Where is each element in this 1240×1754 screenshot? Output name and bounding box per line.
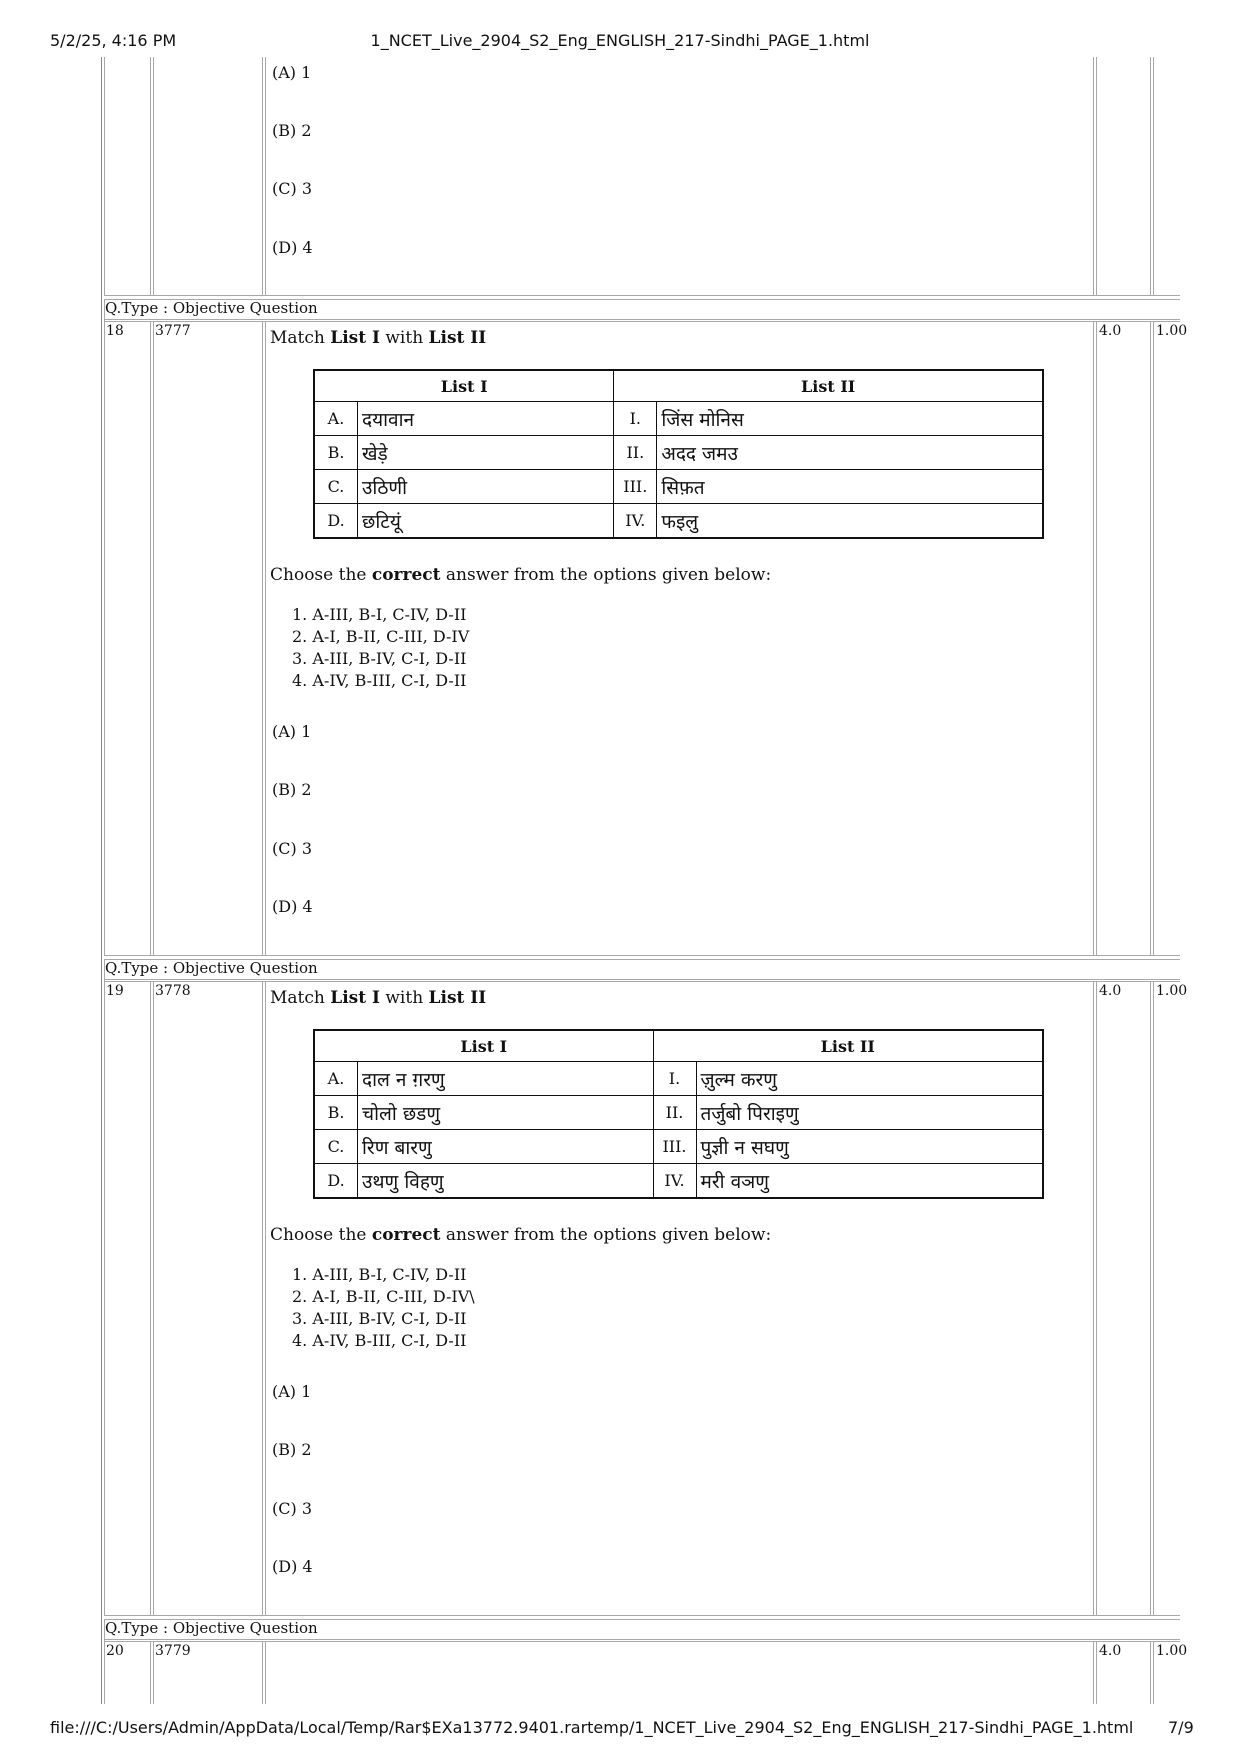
- row-label: D.: [314, 1164, 358, 1199]
- option-d: (D) 4: [272, 238, 313, 257]
- question-marks: 4.0: [1099, 983, 1122, 999]
- option-c: (C) 3: [272, 1499, 312, 1518]
- row-label: I.: [653, 1062, 696, 1096]
- list1-header: List I: [314, 370, 614, 402]
- question-negative-marks: 1.00: [1156, 1643, 1188, 1659]
- question-negative-marks: 1.00: [1156, 983, 1188, 999]
- list2-item: फइलु: [657, 504, 1043, 539]
- question-serial: 19: [106, 983, 124, 999]
- list2-header: List II: [653, 1030, 1043, 1062]
- list1-item: रिण बारणु: [358, 1130, 654, 1164]
- row-label: A.: [314, 402, 358, 436]
- row-label: B.: [314, 436, 358, 470]
- row-label: III.: [653, 1130, 696, 1164]
- table-row: [314, 1096, 1043, 1130]
- choice-item: 3. A-III, B-IV, C-I, D-II: [292, 1309, 467, 1328]
- option-a: (A) 1: [272, 1382, 312, 1401]
- question-id: 3778: [155, 983, 191, 999]
- answer-choices: [292, 1264, 475, 1352]
- list1-item: उथणु विहणु: [358, 1164, 654, 1199]
- choice-item: 1. A-III, B-I, C-IV, D-II: [292, 1265, 467, 1284]
- option-c: (C) 3: [272, 179, 312, 198]
- choice-item: 4. A-IV, B-III, C-I, D-II: [292, 1331, 467, 1350]
- list1-item: छटियूं: [358, 504, 614, 539]
- print-title: 1_NCET_Live_2904_S2_Eng_ENGLISH_217-Sindhi_PAGE_1.html: [370, 31, 870, 50]
- page-number: 7/9: [1168, 1718, 1194, 1737]
- question-negative-marks: 1.00: [1156, 323, 1188, 339]
- list1-item: उठिणी: [358, 470, 614, 504]
- table-row: [314, 470, 1043, 504]
- choice-item: 4. A-IV, B-III, C-I, D-II: [292, 671, 467, 690]
- option-a: (A) 1: [272, 63, 312, 82]
- list2-item: मरी वञणु: [696, 1164, 1043, 1199]
- question-marks: 4.0: [1099, 323, 1122, 339]
- choice-item: 3. A-III, B-IV, C-I, D-II: [292, 649, 467, 668]
- list1-item: खेड़े: [358, 436, 614, 470]
- list2-item: ज़ुल्म करणु: [696, 1062, 1043, 1096]
- row-label: IV.: [614, 504, 657, 539]
- instruction-text: Choose the correct answer from the options given below:: [270, 1225, 772, 1245]
- question-id: 3777: [155, 323, 191, 339]
- question-stem: Match List I with List II: [270, 988, 487, 1008]
- list1-item: दाल न ग़रणु: [358, 1062, 654, 1096]
- row-label: A.: [314, 1062, 358, 1096]
- option-c: (C) 3: [272, 839, 312, 858]
- table-row: [314, 1164, 1043, 1199]
- question-serial: 20: [106, 1643, 124, 1659]
- match-table: [313, 369, 1044, 539]
- list2-item: जिंस मोनिस: [657, 402, 1043, 436]
- row-label: B.: [314, 1096, 358, 1130]
- question-marks: 4.0: [1099, 1643, 1122, 1659]
- option-d: (D) 4: [272, 897, 313, 916]
- print-file-path: file:///C:/Users/Admin/AppData/Local/Temp/Rar$EXa13772.9401.rartemp/1_NCET_Live_2904_S2_Eng_ENGLISH_217-Sindhi_PAGE_1.html: [50, 1718, 1134, 1737]
- choice-item: 2. A-I, B-II, C-III, D-IV\: [292, 1287, 475, 1306]
- question-type-label: Q.Type : Objective Question: [105, 959, 318, 977]
- list1-item: दयावान: [358, 402, 614, 436]
- list2-item: अदद जमउ: [657, 436, 1043, 470]
- option-a: (A) 1: [272, 722, 312, 741]
- row-label: D.: [314, 504, 358, 539]
- table-row: [314, 436, 1043, 470]
- question-stem: Match List I with List II: [270, 328, 487, 348]
- option-b: (B) 2: [272, 1440, 312, 1459]
- print-datetime: 5/2/25, 4:16 PM: [50, 31, 177, 50]
- option-b: (B) 2: [272, 121, 312, 140]
- row-label: II.: [614, 436, 657, 470]
- row-label: III.: [614, 470, 657, 504]
- question-type-label: Q.Type : Objective Question: [105, 299, 318, 317]
- row-label: C.: [314, 470, 358, 504]
- row-label: IV.: [653, 1164, 696, 1199]
- question-type-label: Q.Type : Objective Question: [105, 1619, 318, 1637]
- choice-item: 1. A-III, B-I, C-IV, D-II: [292, 605, 467, 624]
- list1-item: चोलो छडणु: [358, 1096, 654, 1130]
- answer-choices: [292, 604, 469, 692]
- row-label: II.: [653, 1096, 696, 1130]
- option-b: (B) 2: [272, 780, 312, 799]
- table-row: [314, 1062, 1043, 1096]
- table-row: [314, 402, 1043, 436]
- table-row: [314, 1130, 1043, 1164]
- instruction-text: Choose the correct answer from the options given below:: [270, 565, 772, 585]
- question-id: 3779: [155, 1643, 191, 1659]
- row-label: C.: [314, 1130, 358, 1164]
- list1-header: List I: [314, 1030, 653, 1062]
- match-table: [313, 1029, 1044, 1199]
- choice-item: 2. A-I, B-II, C-III, D-IV: [292, 627, 470, 646]
- list2-item: पुज्ञी न सघणु: [696, 1130, 1043, 1164]
- table-row: [314, 504, 1043, 539]
- row-label: I.: [614, 402, 657, 436]
- list2-item: तर्जुबो पिराइणु: [696, 1096, 1043, 1130]
- list2-header: List II: [614, 370, 1043, 402]
- option-d: (D) 4: [272, 1557, 313, 1576]
- question-serial: 18: [106, 323, 124, 339]
- list2-item: सिफ़त: [657, 470, 1043, 504]
- table-border-left: [101, 57, 102, 1704]
